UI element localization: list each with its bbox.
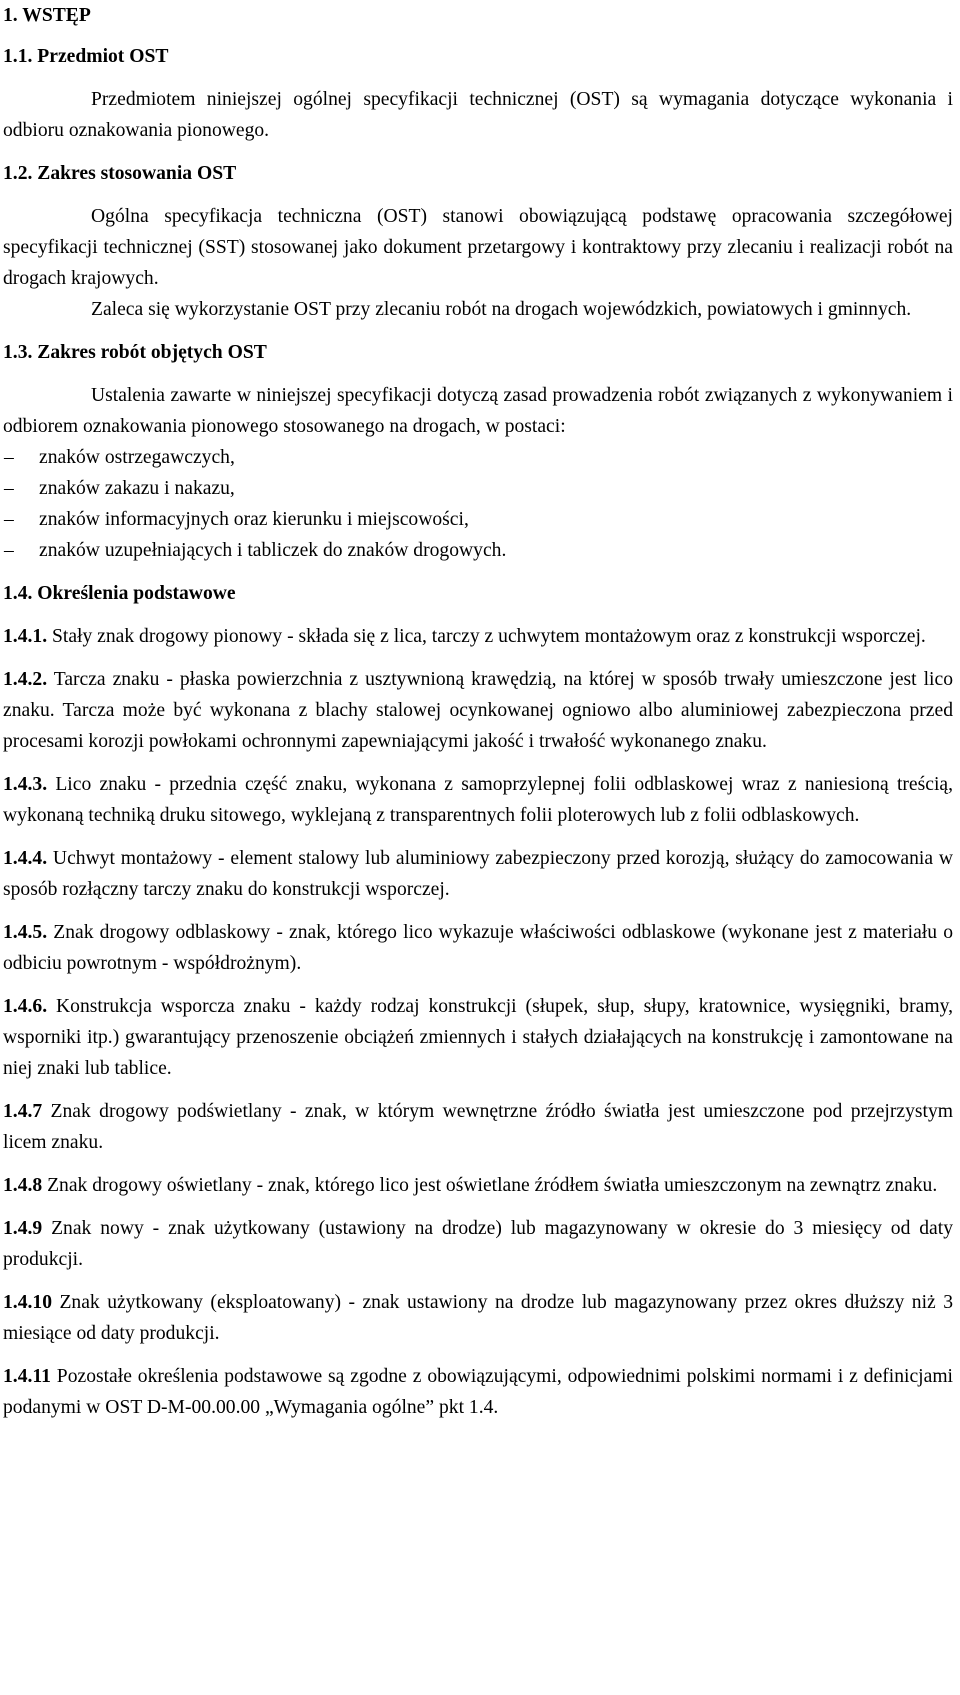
definition-number: 1.4.2. xyxy=(3,669,48,690)
definition-item xyxy=(3,917,953,979)
section-1-1-paragraph: Przedmiotem niniejszej ogólnej specyfikacji technicznej (OST) są wymagania dotyczące wykonania i odbioru oznakowania pionowego. xyxy=(3,89,953,141)
list-item: – znaków zakazu i nakazu, xyxy=(3,473,953,504)
definition-text: Znak nowy - znak użytkowany (ustawiony na drodze) lub magazynowany w okresie do 3 miesięcy od daty produkcji. xyxy=(3,1218,953,1270)
section-1-4-heading: 1.4. Określenia podstawowe xyxy=(3,583,236,604)
definition-number: 1.4.10 xyxy=(3,1292,52,1313)
definition-number: 1.4.7 xyxy=(3,1101,43,1122)
list-item: – znaków informacyjnych oraz kierunku i miejscowości, xyxy=(3,504,953,535)
definition-number: 1.4.4. xyxy=(3,848,48,869)
definitions-list xyxy=(3,621,953,1423)
definition-number: 1.4.9 xyxy=(3,1218,43,1239)
definition-number: 1.4.1. xyxy=(3,626,48,647)
definition-text: Znak użytkowany (eksploatowany) - znak ustawiony na drodze lub magazynowany przez okres dłuższy niż 3 miesiące od daty produkcji. xyxy=(3,1292,953,1344)
definition-item xyxy=(3,664,953,757)
definition-text: Znak drogowy podświetlany - znak, w którym wewnętrzne źródło światła jest umieszczone pod przejrzystym licem znaku. xyxy=(3,1101,953,1153)
definition-text: Uchwyt montażowy - element stalowy lub aluminiowy zabezpieczony przed korozją, służący do zamocowania w sposób rozłączny tarczy znaku do konstrukcji wsporczej. xyxy=(3,848,953,900)
definition-number: 1.4.8 xyxy=(3,1175,43,1196)
section-1-heading: 1. WSTĘP xyxy=(3,5,91,26)
section-1-3-heading: 1.3. Zakres robót objętych OST xyxy=(3,342,267,363)
definition-text: Pozostałe określenia podstawowe są zgodne z obowiązującymi, odpowiednimi polskimi normami i z definicjami podanymi w OST D-M-00.00.00 „Wymagania ogólne” pkt 1.4. xyxy=(3,1366,953,1418)
section-1-3-paragraph: Ustalenia zawarte w niniejszej specyfikacji dotyczą zasad prowadzenia robót związanych z wykonywaniem i odbiorem oznakowania pionowego stosowanego na drogach, w postaci: xyxy=(3,385,953,437)
definition-text: Znak drogowy oświetlany - znak, którego lico jest oświetlane źródłem światła umieszczonym na zewnątrz znaku. xyxy=(42,1175,938,1196)
section-1-2-heading: 1.2. Zakres stosowania OST xyxy=(3,163,237,184)
definition-item xyxy=(3,1170,953,1201)
section-1-2-paragraph-2: Zaleca się wykorzystanie OST przy zlecaniu robót na drogach wojewódzkich, powiatowych i gminnych. xyxy=(91,299,912,320)
list-item: – znaków ostrzegawczych, xyxy=(3,442,953,473)
definition-item xyxy=(3,991,953,1084)
definition-number: 1.4.3. xyxy=(3,774,48,795)
definition-item xyxy=(3,1096,953,1158)
scope-list xyxy=(3,442,953,566)
definition-item xyxy=(3,1287,953,1349)
definition-item xyxy=(3,843,953,905)
section-1-1-heading: 1.1. Przedmiot OST xyxy=(3,46,169,67)
definition-number: 1.4.5. xyxy=(3,922,48,943)
definition-number: 1.4.6. xyxy=(3,996,48,1017)
definition-text: Konstrukcja wsporcza znaku - każdy rodzaj konstrukcji (słupek, słup, słupy, kratownice, wysięgniki, bramy, wsporniki itp.) gwarantujący przenoszenie obciążeń zmiennych i stałych działających na konstrukcję i zamontowane na niej znaki lub tablice. xyxy=(3,996,953,1079)
definition-text: Lico znaku - przednia część znaku, wykonana z samoprzylepnej folii odblaskowej wraz z naniesioną treścią, wykonaną techniką druku sitowego, wyklejaną z transparentnych folii ploterowych lub z folii odblaskowych. xyxy=(3,774,953,826)
definition-text: Tarcza znaku - płaska powierzchnia z usztywnioną krawędzią, na której w sposób trwały umieszczone jest lico znaku. Tarcza może być wykonana z blachy stalowej ocynkowanej ogniowo albo aluminiowej zabezpieczona przed procesami korozji powłokami ochronnymi zapewniającymi jakość i trwałość wykonanego znaku. xyxy=(3,669,953,752)
definition-item xyxy=(3,1213,953,1275)
definition-number: 1.4.11 xyxy=(3,1366,51,1387)
section-1-2-paragraph-1: Ogólna specyfikacja techniczna (OST) stanowi obowiązującą podstawę opracowania szczegółowej specyfikacji technicznej (SST) stosowanej jako dokument przetargowy i kontraktowy przy zlecaniu i realizacji robót na drogach krajowych. xyxy=(3,206,953,289)
definition-item xyxy=(3,1361,953,1423)
list-item: – znaków uzupełniających i tabliczek do znaków drogowych. xyxy=(3,535,953,566)
definition-text: Znak drogowy odblaskowy - znak, którego lico wykazuje właściwości odblaskowe (wykonane jest z materiału o odbiciu powrotnym - współdrożnym). xyxy=(3,922,953,974)
definition-text: Stały znak drogowy pionowy - składa się z lica, tarczy z uchwytem montażowym oraz z konstrukcji wsporczej. xyxy=(47,626,926,647)
definition-item xyxy=(3,621,953,652)
definition-item xyxy=(3,769,953,831)
